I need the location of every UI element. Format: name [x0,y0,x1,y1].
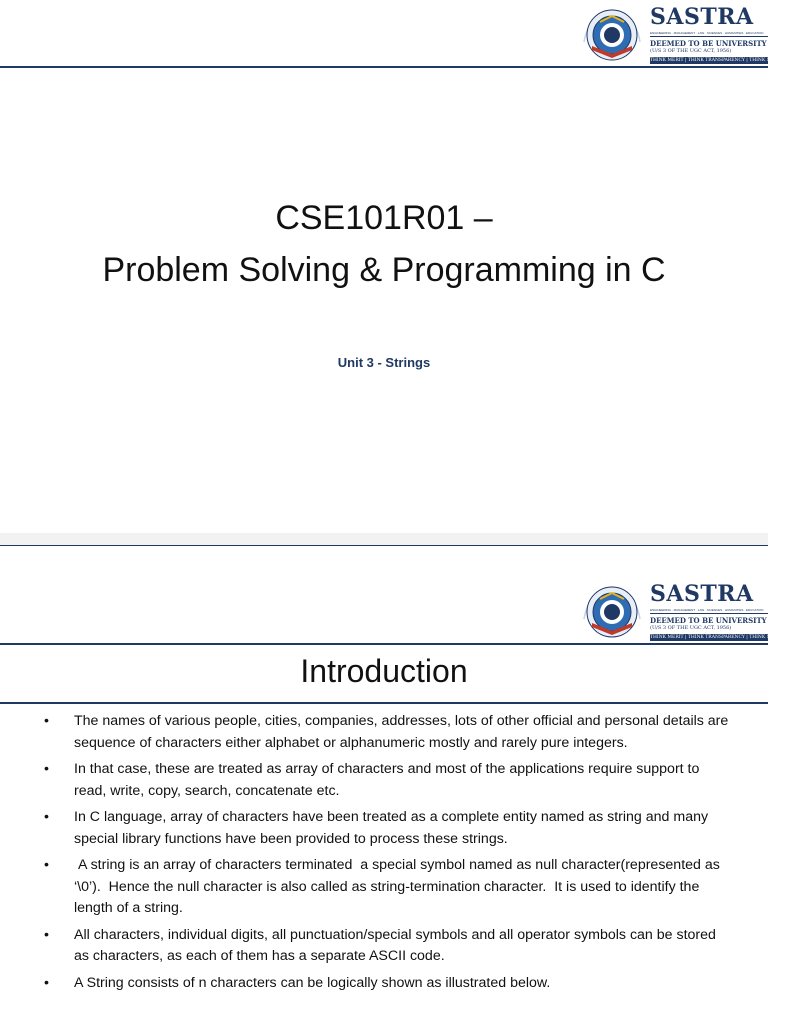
bullet-icon: • [44,974,49,991]
brand-tagline: THINK MERIT | THINK TRANSPARENCY | THINK SASTRA [650,58,786,63]
brand-disciplines: ENGINEERING · MANAGEMENT · LAW · SCIENCES · HUMANITIES · EDUCATION [650,31,764,35]
bullet-item [44,855,734,920]
header-rule [0,66,768,68]
brand-divider [650,36,768,37]
bullet-icon: • [44,857,49,873]
sastra-logo [578,579,786,641]
brand-deemed: DEEMED TO BE UNIVERSITY [650,39,767,48]
header-rule [0,643,768,645]
bullet-item [44,925,734,968]
heading-rule [0,702,768,704]
bullet-text: A String consists of n characters can be logically shown as illustrated below. [74,974,551,991]
brand-tagline: THINK MERIT | THINK TRANSPARENCY | THINK SASTRA [650,635,786,640]
bullet-text: The names of various people, cities, companies, addresses, lots of other official and personal details are sequence of characters either alphabet or alphanumeric mostly and rarely pure integers. [74,713,729,751]
bullet-text: A string is an array of characters terminated a special symbol named as null character(represented as ‘\0’). Hence the null character is also called as string-termination character. It is used to identify the length of a string. [74,857,724,916]
slide-top-border [0,545,768,546]
brand-act: (U/S 3 OF THE UGC ACT, 1956) [650,625,732,631]
slide-title [0,192,768,296]
bullet-item [44,759,734,802]
brand-divider [650,613,768,614]
bullet-item [44,973,734,995]
brand-name: SASTRA [650,4,754,30]
university-seal-icon [578,2,650,64]
brand-disciplines: ENGINEERING · MANAGEMENT · LAW · SCIENCES · HUMANITIES · EDUCATION [650,608,764,612]
slide-subtitle: Unit 3 - Strings [337,355,431,370]
brand-name: SASTRA [650,581,754,607]
title-line-2: Problem Solving & Programming in C [102,251,666,289]
bullet-icon: • [44,809,49,825]
bullet-list [44,711,734,999]
slide-heading: Introduction [300,653,468,689]
bullet-item [44,711,734,754]
introduction-slide [0,545,786,1024]
bullet-item [44,807,734,850]
bullet-icon: • [44,926,49,943]
bullet-text: In C language, array of characters have been treated as a complete entity named as string and many special library functions have been provided to process these strings. [74,809,709,847]
university-seal-icon [578,579,650,641]
bullet-icon: • [44,713,49,729]
bullet-icon: • [44,761,49,777]
brand-block [650,581,786,641]
sastra-logo [578,2,786,64]
title-line-1: CSE101R01 – [275,199,493,237]
brand-deemed: DEEMED TO BE UNIVERSITY [650,616,767,625]
slide-separator [0,533,768,545]
bullet-text: All characters, individual digits, all punctuation/special symbols and all operator symbols can be stored as characters, as each of them has a separate ASCII code. [74,926,716,964]
bullet-text: In that case, these are treated as array of characters and most of the applications require support to read, write, copy, search, concatenate etc. [74,761,700,799]
brand-block [650,4,786,64]
brand-act: (U/S 3 OF THE UGC ACT, 1956) [650,48,732,54]
